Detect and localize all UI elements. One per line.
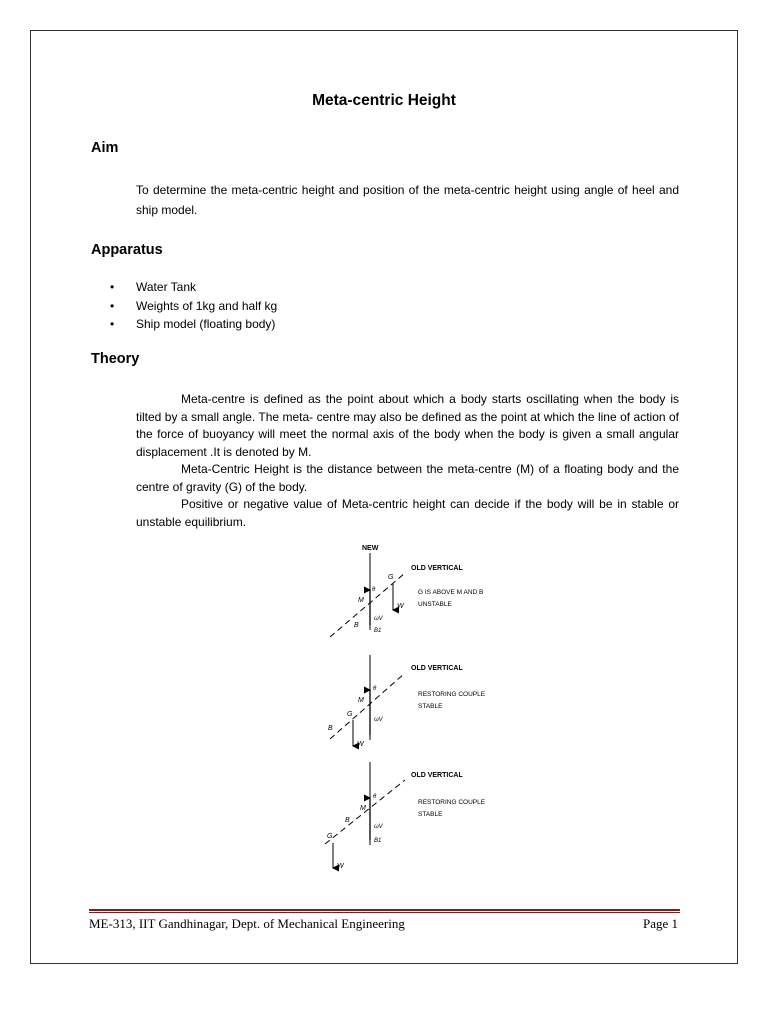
apparatus-heading: Apparatus [91,242,163,258]
footer-rule-thin [89,912,680,913]
svg-text:W: W [357,741,364,748]
theory-paragraph: Meta-Centric Height is the distance between the meta-centre (M) of a floating body and the centre of gravity (G) of the body. [136,462,679,494]
svg-text:ωV: ωV [374,824,383,830]
svg-text:B: B [345,817,350,824]
old-vertical-line [330,573,405,637]
svg-text:G IS ABOVE M AND B: G IS ABOVE M AND B [418,589,484,596]
svg-text:B: B [354,622,359,629]
svg-text:B1: B1 [374,628,382,634]
svg-text:RESTORING COUPLE: RESTORING COUPLE [418,799,486,806]
bullet-icon: • [110,317,115,331]
footer-course: ME-313, IIT Gandhinagar, Dept. of Mechanical Engineering [89,916,405,931]
new-label: NEW [362,545,379,552]
footer-rule [89,909,680,911]
old-vertical-label: OLD VERTICAL [411,565,463,572]
old-vertical-label: OLD VERTICAL [411,665,463,672]
svg-text:W: W [397,603,404,610]
svg-text:θ: θ [373,794,377,800]
apparatus-list [110,278,277,334]
list-item: • Ship model (floating body) [110,315,277,334]
diagram-panel-stable-1 [328,655,486,748]
diagram-panel-stable-2 [325,762,486,870]
page-title: Meta-centric Height [312,92,456,109]
metacentre-diagram [320,540,520,875]
svg-text:θ: θ [373,686,377,692]
svg-text:θ: θ [372,587,376,593]
old-vertical-label: OLD VERTICAL [411,772,463,779]
svg-text:G: G [327,833,333,840]
theory-heading: Theory [91,351,140,367]
theory-paragraph: Positive or negative value of Meta-centric height can decide if the body will be in stable or unstable equilibrium. [136,497,679,529]
svg-text:STABLE: STABLE [418,703,443,710]
svg-text:G: G [347,711,353,718]
svg-text:STABLE: STABLE [418,811,443,818]
svg-text:M: M [360,805,366,812]
theory-text [136,391,679,531]
diagram-panel-unstable [330,545,483,637]
svg-text:M: M [358,597,364,604]
footer-page-number: Page 1 [642,916,678,931]
aim-heading: Aim [91,140,119,156]
old-vertical-line [330,673,405,739]
bullet-icon: • [110,298,115,313]
list-item: • Weights of 1kg and half kg [110,297,277,316]
old-vertical-line [325,780,405,844]
list-item: • Water Tank [110,278,277,297]
svg-text:M: M [358,697,364,704]
theory-paragraph: Meta-centre is defined as the point about which a body starts oscillating when the body is tilted by a small angle. The meta- centre may also be defined as the point at which the line of action of the force of buoyancy will meet the normal axis of the body when the body is given a small angular displacement .It is denoted by M. [136,392,679,459]
svg-text:G: G [388,574,394,581]
svg-text:ωV: ωV [374,717,383,723]
svg-text:W: W [337,863,344,870]
svg-text:B: B [328,725,333,732]
svg-text:ωV: ωV [374,616,383,622]
aim-text: To determine the meta-centric height and position of the meta-centric height using angle of heel and ship model. [136,183,679,217]
svg-text:B1: B1 [374,838,382,844]
svg-text:UNSTABLE: UNSTABLE [418,601,452,608]
bullet-icon: • [110,280,115,294]
svg-text:RESTORING COUPLE: RESTORING COUPLE [418,691,486,698]
